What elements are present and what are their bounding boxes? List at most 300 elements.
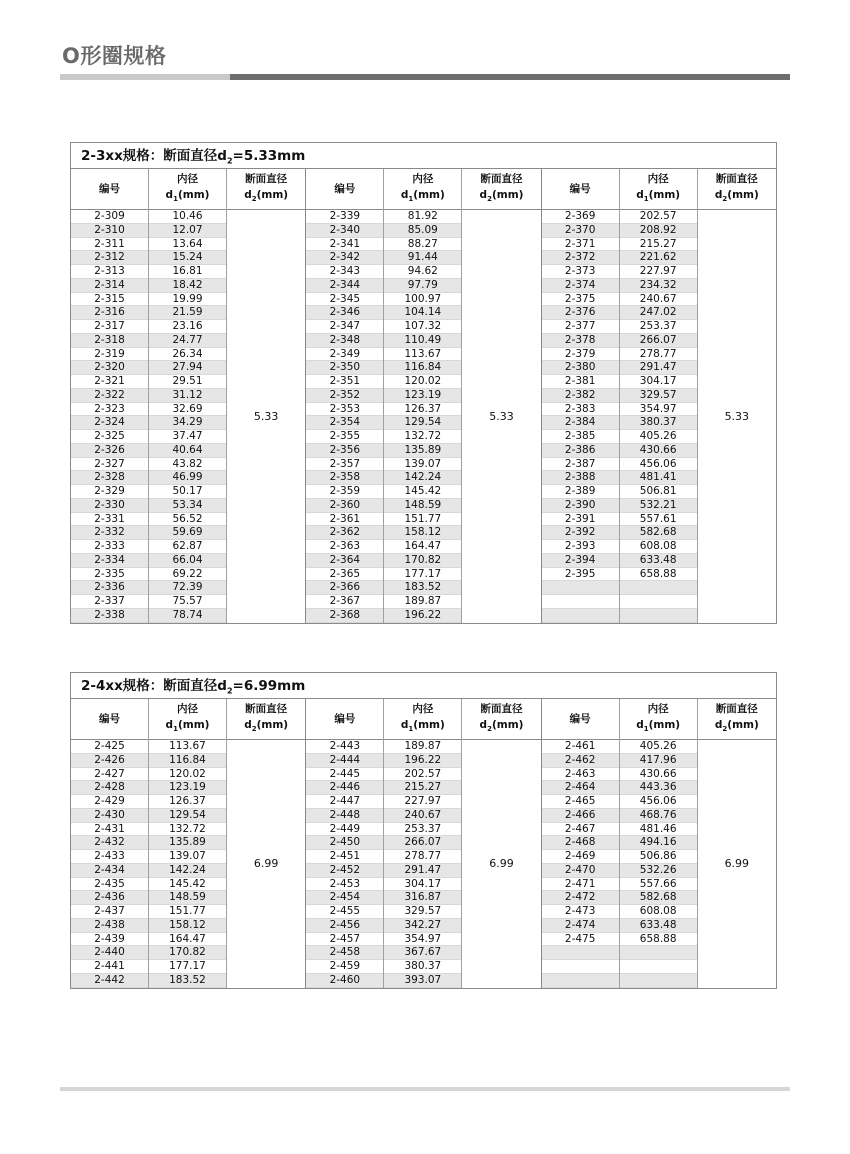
code-cell: 2-471 xyxy=(542,878,619,892)
code-cell: 2-363 xyxy=(306,540,383,554)
inner-diameter-cell: 354.97 xyxy=(384,933,461,947)
inner-diameter-cell: 75.57 xyxy=(149,595,226,609)
inner-diameter-cell: 81.92 xyxy=(384,210,461,224)
code-cell: 2-362 xyxy=(306,526,383,540)
code-cell: 2-447 xyxy=(306,795,383,809)
inner-diameter-cell: 126.37 xyxy=(384,403,461,417)
code-cell xyxy=(542,581,619,595)
inner-diameter-column xyxy=(149,699,227,988)
inner-diameter-cell: 227.97 xyxy=(384,795,461,809)
code-cell: 2-330 xyxy=(71,499,148,513)
inner-diameter-cell: 100.97 xyxy=(384,293,461,307)
code-cell: 2-474 xyxy=(542,919,619,933)
inner-diameter-cell: 430.66 xyxy=(620,444,697,458)
cross-section-column xyxy=(462,169,540,623)
cross-section-column xyxy=(462,699,540,988)
code-cell: 2-343 xyxy=(306,265,383,279)
inner-diameter-cell: 202.57 xyxy=(620,210,697,224)
inner-diameter-cell: 31.12 xyxy=(149,389,226,403)
header-code: 编号 xyxy=(306,699,383,740)
inner-diameter-cell: 240.67 xyxy=(620,293,697,307)
column-group xyxy=(71,699,306,988)
inner-diameter-cell: 481.41 xyxy=(620,471,697,485)
inner-diameter-cell: 468.76 xyxy=(620,809,697,823)
code-column xyxy=(542,169,620,623)
code-cell: 2-347 xyxy=(306,320,383,334)
code-cell xyxy=(542,974,619,988)
code-cell: 2-321 xyxy=(71,375,148,389)
code-cell: 2-452 xyxy=(306,864,383,878)
inner-diameter-cell: 72.39 xyxy=(149,581,226,595)
page-title: O形圈规格 xyxy=(62,44,167,68)
header-inner-diameter: 内径 $d_1(mm)$ xyxy=(620,699,697,740)
code-cell: 2-355 xyxy=(306,430,383,444)
footer-rule xyxy=(60,1087,790,1091)
inner-diameter-cell: 145.42 xyxy=(384,485,461,499)
inner-diameter-cell: 148.59 xyxy=(384,499,461,513)
inner-diameter-cell: 151.77 xyxy=(149,905,226,919)
code-cell: 2-373 xyxy=(542,265,619,279)
inner-diameter-cell xyxy=(620,960,697,974)
code-column xyxy=(542,699,620,988)
code-cell: 2-314 xyxy=(71,279,148,293)
inner-diameter-cell: 88.27 xyxy=(384,238,461,252)
cross-section-column xyxy=(698,169,776,623)
code-cell: 2-453 xyxy=(306,878,383,892)
code-cell: 2-384 xyxy=(542,416,619,430)
inner-diameter-cell: 532.21 xyxy=(620,499,697,513)
code-cell: 2-448 xyxy=(306,809,383,823)
code-cell: 2-349 xyxy=(306,348,383,362)
code-column xyxy=(71,169,149,623)
header-inner-diameter: 内径 $d_1(mm)$ xyxy=(149,699,226,740)
inner-diameter-cell xyxy=(620,581,697,595)
code-cell: 2-455 xyxy=(306,905,383,919)
inner-diameter-cell: 215.27 xyxy=(384,781,461,795)
code-cell: 2-365 xyxy=(306,568,383,582)
code-cell xyxy=(542,595,619,609)
inner-diameter-cell: 129.54 xyxy=(149,809,226,823)
inner-diameter-cell: 658.88 xyxy=(620,568,697,582)
cross-section-column xyxy=(698,699,776,988)
code-cell: 2-441 xyxy=(71,960,148,974)
code-cell: 2-358 xyxy=(306,471,383,485)
inner-diameter-cell: 135.89 xyxy=(149,836,226,850)
code-cell: 2-462 xyxy=(542,754,619,768)
block-title: 2-4xx规格：断面直径$d_2=6.99mm$ xyxy=(71,673,776,699)
header-code: 编号 xyxy=(71,699,148,740)
inner-diameter-cell: 148.59 xyxy=(149,891,226,905)
inner-diameter-cell: 557.61 xyxy=(620,513,697,527)
inner-diameter-cell: 151.77 xyxy=(384,513,461,527)
header-cross-section: 断面直径 $d_2(mm)$ xyxy=(462,169,540,210)
header-rule xyxy=(60,74,790,80)
code-cell: 2-345 xyxy=(306,293,383,307)
header-cross-section: 断面直径 $d_2(mm)$ xyxy=(698,169,776,210)
inner-diameter-cell: 29.51 xyxy=(149,375,226,389)
inner-diameter-cell: 196.22 xyxy=(384,609,461,623)
code-cell: 2-473 xyxy=(542,905,619,919)
inner-diameter-cell: 658.88 xyxy=(620,933,697,947)
code-column xyxy=(306,169,384,623)
code-cell: 2-440 xyxy=(71,946,148,960)
code-cell: 2-376 xyxy=(542,306,619,320)
code-cell: 2-468 xyxy=(542,836,619,850)
inner-diameter-cell: 21.59 xyxy=(149,306,226,320)
code-cell: 2-380 xyxy=(542,361,619,375)
code-cell: 2-445 xyxy=(306,768,383,782)
code-cell: 2-443 xyxy=(306,740,383,754)
cross-section-value: 5.33 xyxy=(724,409,750,423)
header-cross-section: 断面直径 $d_2(mm)$ xyxy=(462,699,540,740)
code-cell: 2-475 xyxy=(542,933,619,947)
code-cell: 2-457 xyxy=(306,933,383,947)
inner-diameter-cell: 405.26 xyxy=(620,740,697,754)
code-cell: 2-427 xyxy=(71,768,148,782)
inner-diameter-cell: 53.34 xyxy=(149,499,226,513)
code-cell: 2-382 xyxy=(542,389,619,403)
code-cell: 2-389 xyxy=(542,485,619,499)
inner-diameter-cell: 142.24 xyxy=(149,864,226,878)
code-cell: 2-344 xyxy=(306,279,383,293)
code-cell: 2-428 xyxy=(71,781,148,795)
inner-diameter-cell: 183.52 xyxy=(149,974,226,988)
code-cell: 2-435 xyxy=(71,878,148,892)
code-cell: 2-332 xyxy=(71,526,148,540)
inner-diameter-cell: 46.99 xyxy=(149,471,226,485)
code-cell: 2-379 xyxy=(542,348,619,362)
inner-diameter-cell: 91.44 xyxy=(384,251,461,265)
inner-diameter-cell: 123.19 xyxy=(149,781,226,795)
inner-diameter-cell: 135.89 xyxy=(384,444,461,458)
code-cell: 2-426 xyxy=(71,754,148,768)
table-body xyxy=(71,699,776,988)
inner-diameter-cell: 557.66 xyxy=(620,878,697,892)
inner-diameter-cell: 145.42 xyxy=(149,878,226,892)
header-code: 编号 xyxy=(71,169,148,210)
inner-diameter-cell: 456.06 xyxy=(620,795,697,809)
inner-diameter-cell: 202.57 xyxy=(384,768,461,782)
inner-diameter-cell: 633.48 xyxy=(620,554,697,568)
spec-table-2-3xx xyxy=(70,142,777,624)
inner-diameter-cell: 23.16 xyxy=(149,320,226,334)
code-cell: 2-326 xyxy=(71,444,148,458)
column-group xyxy=(71,169,306,623)
code-cell: 2-353 xyxy=(306,403,383,417)
code-cell: 2-433 xyxy=(71,850,148,864)
header-inner-diameter: 内径 $d_1(mm)$ xyxy=(149,169,226,210)
code-cell: 2-320 xyxy=(71,361,148,375)
inner-diameter-cell: 227.97 xyxy=(620,265,697,279)
code-cell: 2-391 xyxy=(542,513,619,527)
code-cell: 2-361 xyxy=(306,513,383,527)
code-cell: 2-317 xyxy=(71,320,148,334)
inner-diameter-cell: 10.46 xyxy=(149,210,226,224)
inner-diameter-cell: 304.17 xyxy=(620,375,697,389)
code-column xyxy=(71,699,149,988)
inner-diameter-cell: 253.37 xyxy=(620,320,697,334)
inner-diameter-cell: 15.24 xyxy=(149,251,226,265)
code-cell: 2-354 xyxy=(306,416,383,430)
inner-diameter-cell: 37.47 xyxy=(149,430,226,444)
inner-diameter-cell: 26.34 xyxy=(149,348,226,362)
code-cell: 2-472 xyxy=(542,891,619,905)
code-cell: 2-430 xyxy=(71,809,148,823)
inner-diameter-cell: 50.17 xyxy=(149,485,226,499)
inner-diameter-cell: 291.47 xyxy=(384,864,461,878)
code-cell: 2-394 xyxy=(542,554,619,568)
code-cell: 2-429 xyxy=(71,795,148,809)
inner-diameter-cell: 43.82 xyxy=(149,458,226,472)
inner-diameter-cell xyxy=(620,595,697,609)
inner-diameter-cell: 506.86 xyxy=(620,850,697,864)
code-cell: 2-437 xyxy=(71,905,148,919)
column-group xyxy=(306,699,541,988)
code-cell: 2-336 xyxy=(71,581,148,595)
code-cell: 2-315 xyxy=(71,293,148,307)
code-cell: 2-319 xyxy=(71,348,148,362)
header-cross-section: 断面直径 $d_2(mm)$ xyxy=(227,169,305,210)
inner-diameter-cell: 116.84 xyxy=(149,754,226,768)
code-cell: 2-329 xyxy=(71,485,148,499)
header-code: 编号 xyxy=(306,169,383,210)
code-cell: 2-375 xyxy=(542,293,619,307)
inner-diameter-cell: 278.77 xyxy=(384,850,461,864)
inner-diameter-cell: 97.79 xyxy=(384,279,461,293)
inner-diameter-cell: 417.96 xyxy=(620,754,697,768)
inner-diameter-cell: 380.37 xyxy=(384,960,461,974)
inner-diameter-cell: 189.87 xyxy=(384,740,461,754)
cross-section-value: 5.33 xyxy=(253,409,279,423)
header-cross-section: 断面直径 $d_2(mm)$ xyxy=(227,699,305,740)
code-cell: 2-459 xyxy=(306,960,383,974)
block-title: 2-3xx规格：断面直径$d_2=5.33mm$ xyxy=(71,143,776,169)
inner-diameter-cell: 582.68 xyxy=(620,526,697,540)
inner-diameter-cell: 393.07 xyxy=(384,974,461,988)
code-cell: 2-367 xyxy=(306,595,383,609)
header-inner-diameter: 内径 $d_1(mm)$ xyxy=(384,699,461,740)
code-cell: 2-434 xyxy=(71,864,148,878)
header-inner-diameter: 内径 $d_1(mm)$ xyxy=(620,169,697,210)
code-cell: 2-385 xyxy=(542,430,619,444)
inner-diameter-cell: 367.67 xyxy=(384,946,461,960)
inner-diameter-cell: 170.82 xyxy=(384,554,461,568)
code-cell: 2-357 xyxy=(306,458,383,472)
code-cell: 2-359 xyxy=(306,485,383,499)
code-cell: 2-341 xyxy=(306,238,383,252)
code-cell: 2-458 xyxy=(306,946,383,960)
header-inner-diameter: 内径 $d_1(mm)$ xyxy=(384,169,461,210)
code-cell: 2-352 xyxy=(306,389,383,403)
column-group xyxy=(306,169,541,623)
code-cell: 2-392 xyxy=(542,526,619,540)
inner-diameter-cell: 104.14 xyxy=(384,306,461,320)
inner-diameter-cell: 110.49 xyxy=(384,334,461,348)
inner-diameter-column xyxy=(384,699,462,988)
inner-diameter-cell: 266.07 xyxy=(384,836,461,850)
code-cell: 2-323 xyxy=(71,403,148,417)
inner-diameter-cell: 132.72 xyxy=(149,823,226,837)
inner-diameter-column xyxy=(149,169,227,623)
inner-diameter-cell: 183.52 xyxy=(384,581,461,595)
inner-diameter-cell: 113.67 xyxy=(384,348,461,362)
inner-diameter-cell: 113.67 xyxy=(149,740,226,754)
cross-section-column xyxy=(227,699,305,988)
inner-diameter-cell: 189.87 xyxy=(384,595,461,609)
code-cell: 2-371 xyxy=(542,238,619,252)
inner-diameter-cell: 18.42 xyxy=(149,279,226,293)
code-cell: 2-431 xyxy=(71,823,148,837)
inner-diameter-column xyxy=(384,169,462,623)
inner-diameter-cell: 139.07 xyxy=(149,850,226,864)
inner-diameter-cell: 164.47 xyxy=(149,933,226,947)
code-cell: 2-318 xyxy=(71,334,148,348)
code-cell: 2-328 xyxy=(71,471,148,485)
inner-diameter-cell: 208.92 xyxy=(620,224,697,238)
code-cell: 2-370 xyxy=(542,224,619,238)
inner-diameter-cell: 316.87 xyxy=(384,891,461,905)
column-group xyxy=(542,699,776,988)
code-cell: 2-383 xyxy=(542,403,619,417)
inner-diameter-cell xyxy=(620,946,697,960)
code-cell: 2-356 xyxy=(306,444,383,458)
inner-diameter-cell: 456.06 xyxy=(620,458,697,472)
code-cell: 2-334 xyxy=(71,554,148,568)
inner-diameter-cell: 608.08 xyxy=(620,905,697,919)
inner-diameter-cell: 342.27 xyxy=(384,919,461,933)
code-cell: 2-316 xyxy=(71,306,148,320)
code-cell: 2-339 xyxy=(306,210,383,224)
inner-diameter-cell: 123.19 xyxy=(384,389,461,403)
inner-diameter-cell: 170.82 xyxy=(149,946,226,960)
inner-diameter-cell: 494.16 xyxy=(620,836,697,850)
code-cell: 2-395 xyxy=(542,568,619,582)
code-cell: 2-390 xyxy=(542,499,619,513)
code-cell: 2-442 xyxy=(71,974,148,988)
code-cell: 2-338 xyxy=(71,609,148,623)
inner-diameter-cell: 158.12 xyxy=(149,919,226,933)
code-cell: 2-348 xyxy=(306,334,383,348)
code-cell: 2-381 xyxy=(542,375,619,389)
code-cell: 2-313 xyxy=(71,265,148,279)
inner-diameter-cell: 329.57 xyxy=(384,905,461,919)
inner-diameter-cell: 139.07 xyxy=(384,458,461,472)
inner-diameter-cell: 532.26 xyxy=(620,864,697,878)
code-cell: 2-311 xyxy=(71,238,148,252)
inner-diameter-cell: 12.07 xyxy=(149,224,226,238)
inner-diameter-cell: 34.29 xyxy=(149,416,226,430)
code-cell: 2-450 xyxy=(306,836,383,850)
inner-diameter-cell: 278.77 xyxy=(620,348,697,362)
code-cell: 2-446 xyxy=(306,781,383,795)
code-cell: 2-467 xyxy=(542,823,619,837)
inner-diameter-cell: 582.68 xyxy=(620,891,697,905)
inner-diameter-cell: 481.46 xyxy=(620,823,697,837)
inner-diameter-cell: 266.07 xyxy=(620,334,697,348)
inner-diameter-cell: 304.17 xyxy=(384,878,461,892)
code-cell: 2-322 xyxy=(71,389,148,403)
code-cell: 2-335 xyxy=(71,568,148,582)
inner-diameter-cell: 13.64 xyxy=(149,238,226,252)
inner-diameter-cell: 62.87 xyxy=(149,540,226,554)
cross-section-value: 5.33 xyxy=(489,409,514,423)
inner-diameter-cell: 608.08 xyxy=(620,540,697,554)
inner-diameter-cell: 164.47 xyxy=(384,540,461,554)
code-cell: 2-360 xyxy=(306,499,383,513)
header-code: 编号 xyxy=(542,699,619,740)
code-cell: 2-439 xyxy=(71,933,148,947)
inner-diameter-cell xyxy=(620,974,697,988)
inner-diameter-cell: 132.72 xyxy=(384,430,461,444)
inner-diameter-cell: 247.02 xyxy=(620,306,697,320)
inner-diameter-cell: 291.47 xyxy=(620,361,697,375)
inner-diameter-column xyxy=(620,169,698,623)
code-cell: 2-465 xyxy=(542,795,619,809)
inner-diameter-cell: 19.99 xyxy=(149,293,226,307)
inner-diameter-cell: 329.57 xyxy=(620,389,697,403)
code-cell xyxy=(542,946,619,960)
cross-section-value: 6.99 xyxy=(253,857,279,871)
inner-diameter-cell: 142.24 xyxy=(384,471,461,485)
code-cell: 2-469 xyxy=(542,850,619,864)
code-cell: 2-368 xyxy=(306,609,383,623)
inner-diameter-cell: 177.17 xyxy=(149,960,226,974)
column-group xyxy=(542,169,776,623)
code-cell: 2-340 xyxy=(306,224,383,238)
code-cell: 2-324 xyxy=(71,416,148,430)
inner-diameter-cell: 16.81 xyxy=(149,265,226,279)
inner-diameter-cell: 56.52 xyxy=(149,513,226,527)
code-cell: 2-325 xyxy=(71,430,148,444)
inner-diameter-cell: 27.94 xyxy=(149,361,226,375)
code-cell: 2-456 xyxy=(306,919,383,933)
header-cross-section: 断面直径 $d_2(mm)$ xyxy=(698,699,776,740)
code-cell: 2-377 xyxy=(542,320,619,334)
inner-diameter-cell: 443.36 xyxy=(620,781,697,795)
inner-diameter-cell: 215.27 xyxy=(620,238,697,252)
header-code: 编号 xyxy=(542,169,619,210)
inner-diameter-cell: 196.22 xyxy=(384,754,461,768)
inner-diameter-cell xyxy=(620,609,697,623)
code-cell: 2-388 xyxy=(542,471,619,485)
inner-diameter-cell: 69.22 xyxy=(149,568,226,582)
inner-diameter-column xyxy=(620,699,698,988)
code-cell: 2-451 xyxy=(306,850,383,864)
code-cell: 2-309 xyxy=(71,210,148,224)
inner-diameter-cell: 221.62 xyxy=(620,251,697,265)
code-cell: 2-444 xyxy=(306,754,383,768)
inner-diameter-cell: 633.48 xyxy=(620,919,697,933)
code-cell: 2-337 xyxy=(71,595,148,609)
inner-diameter-cell: 59.69 xyxy=(149,526,226,540)
inner-diameter-cell: 24.77 xyxy=(149,334,226,348)
code-cell: 2-350 xyxy=(306,361,383,375)
inner-diameter-cell: 120.02 xyxy=(384,375,461,389)
code-cell: 2-312 xyxy=(71,251,148,265)
code-cell: 2-346 xyxy=(306,306,383,320)
code-cell: 2-378 xyxy=(542,334,619,348)
inner-diameter-cell: 354.97 xyxy=(620,403,697,417)
code-cell: 2-387 xyxy=(542,458,619,472)
code-cell: 2-466 xyxy=(542,809,619,823)
code-cell: 2-425 xyxy=(71,740,148,754)
code-cell: 2-372 xyxy=(542,251,619,265)
code-cell: 2-432 xyxy=(71,836,148,850)
inner-diameter-cell: 40.64 xyxy=(149,444,226,458)
code-cell xyxy=(542,960,619,974)
inner-diameter-cell: 78.74 xyxy=(149,609,226,623)
code-column xyxy=(306,699,384,988)
